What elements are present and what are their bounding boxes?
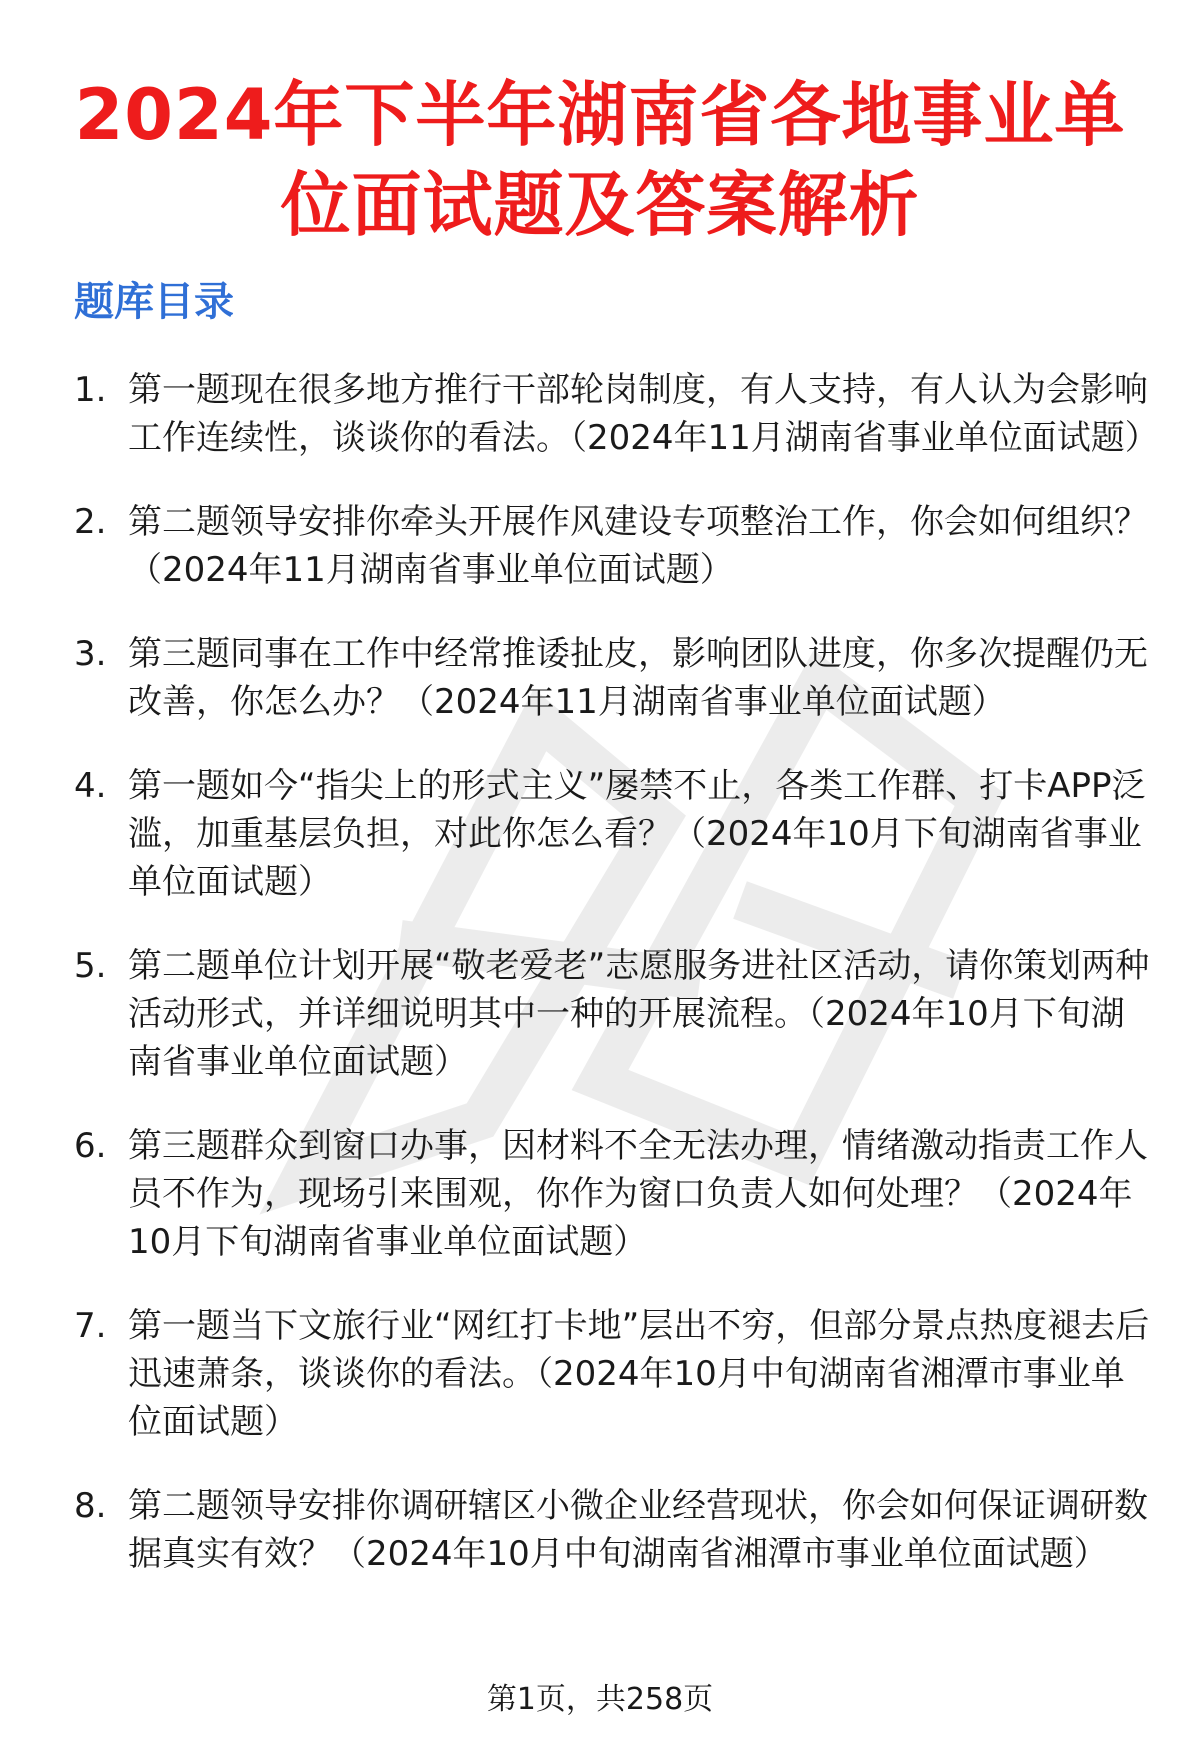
toc-item-number: 6. <box>74 1126 107 1166</box>
toc-item-number: 3. <box>74 634 107 674</box>
toc-item[interactable] <box>74 366 1159 462</box>
toc-item-number: 7. <box>74 1306 107 1346</box>
document-title: 2024年下半年湖南省各地事业单位面试题及答案解析 <box>74 74 1126 246</box>
toc-item[interactable] <box>74 942 1154 1086</box>
toc-item-number: 8. <box>74 1486 107 1526</box>
toc-item[interactable] <box>74 1482 1154 1578</box>
toc-item-text: 第二题领导安排你调研辖区小微企业经营现状，你会如何保证调研数据真实有效？（2024年10月中旬湖南省湘潭市事业单位面试题） <box>128 1486 1148 1574</box>
toc-item-text: 第一题现在很多地方推行干部轮岗制度，有人支持，有人认为会影响工作连续性，谈谈你的看法。（2024年11月湖南省事业单位面试题） <box>128 370 1159 458</box>
toc-item-number: 1. <box>74 370 107 410</box>
toc-item-text: 第一题如今“指尖上的形式主义”屡禁不止，各类工作群、打卡APP泛滥，加重基层负担，对此你怎么看？（2024年10月下旬湖南省事业单位面试题） <box>128 766 1146 902</box>
toc-item-number: 5. <box>74 946 107 986</box>
toc-item[interactable] <box>74 630 1154 726</box>
toc-item[interactable] <box>74 1302 1154 1446</box>
toc-item-number: 2. <box>74 502 107 542</box>
toc-item[interactable] <box>74 498 1154 594</box>
toc-item-text: 第二题单位计划开展“敬老爱老”志愿服务进社区活动，请你策划两种活动形式，并详细说明其中一种的开展流程。（2024年10月下旬湖南省事业单位面试题） <box>128 946 1150 1082</box>
toc-item-number: 4. <box>74 766 107 806</box>
toc-heading: 题库目录 <box>74 279 234 325</box>
toc-item-text: 第三题群众到窗口办事，因材料不全无法办理，情绪激动指责工作人员不作为，现场引来围观，你作为窗口负责人如何处理？（2024年10月下旬湖南省事业单位面试题） <box>128 1126 1148 1262</box>
page-footer: 第1页，共258页 <box>486 1682 714 1717</box>
toc-list <box>74 366 1159 1614</box>
toc-item-text: 第三题同事在工作中经常推诿扯皮，影响团队进度，你多次提醒仍无改善，你怎么办？（2024年11月湖南省事业单位面试题） <box>128 634 1148 722</box>
toc-item-text: 第二题领导安排你牵头开展作风建设专项整治工作，你会如何组织？（2024年11月湖南省事业单位面试题） <box>128 502 1148 590</box>
toc-item[interactable] <box>74 762 1154 906</box>
toc-item[interactable] <box>74 1122 1154 1266</box>
toc-item-text: 第一题当下文旅行业“网红打卡地”层出不穷，但部分景点热度褪去后迅速萧条，谈谈你的看法。（2024年10月中旬湖南省湘潭市事业单位面试题） <box>128 1306 1150 1442</box>
